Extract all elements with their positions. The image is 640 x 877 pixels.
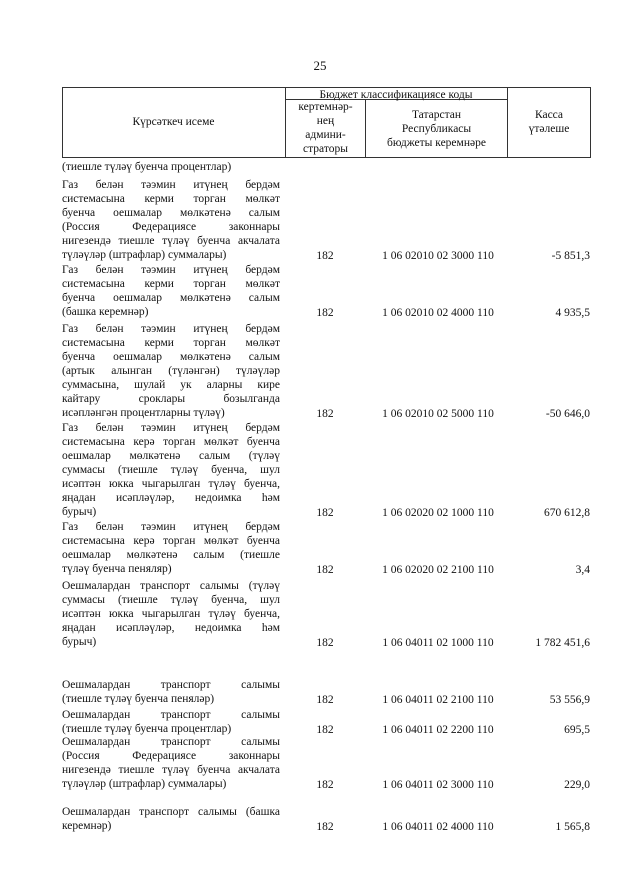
row-amount: 1 565,8 bbox=[555, 821, 590, 833]
indicator-line: системасына керә торган мөлкәт буенча bbox=[62, 535, 280, 547]
row-admin: 182 bbox=[316, 724, 334, 736]
indicator-line: Оешмалардан транспорт салымы (түләү bbox=[62, 580, 280, 592]
indicator-line: нигезендә тиешле түләү буенча акчалата bbox=[62, 764, 280, 776]
row-code: 1 06 02010 02 4000 110 bbox=[382, 307, 494, 319]
row-admin: 182 bbox=[316, 507, 334, 519]
header-admin: кертемнәр- нең админи- страторы bbox=[298, 101, 353, 155]
row-indicator-name bbox=[62, 805, 280, 833]
row-amount: -5 851,3 bbox=[551, 250, 590, 262]
indicator-line: системасына керми торган мөлкәт bbox=[62, 278, 280, 290]
row-code: 1 06 02020 02 2100 110 bbox=[382, 564, 494, 576]
indicator-line: буенча оешмалар мөлкәтенә салым bbox=[62, 351, 280, 363]
header-right-border bbox=[590, 87, 591, 158]
row-code: 1 06 02020 02 1000 110 bbox=[382, 507, 494, 519]
row-indicator-name bbox=[62, 735, 280, 791]
header-bottom-border bbox=[62, 157, 590, 158]
row-admin: 182 bbox=[316, 779, 334, 791]
indicator-line: суммасына, шулай ук аларны кире bbox=[62, 379, 280, 391]
indicator-line: бурыч) bbox=[62, 636, 97, 648]
indicator-line: системасына керми торган мөлкәт bbox=[62, 193, 280, 205]
row-amount: 53 556,9 bbox=[549, 694, 590, 706]
row-admin: 182 bbox=[316, 250, 334, 262]
row-code: 1 06 02010 02 3000 110 bbox=[382, 250, 494, 262]
indicator-line: буенча оешмалар мөлкәтенә салым bbox=[62, 292, 280, 304]
row-indicator-name bbox=[62, 678, 280, 706]
row-code: 1 06 04011 02 1000 110 bbox=[382, 637, 494, 649]
indicator-line: исәптән юкка чыгарылган түләү буенча, bbox=[62, 478, 280, 490]
row-indicator-name bbox=[62, 708, 280, 736]
indicator-line: түләүләр (штрафлар) суммалары) bbox=[62, 778, 227, 790]
indicator-line: суммасы (тиешле түләү буенча, шул bbox=[62, 594, 280, 606]
indicator-line: түләүләр (штрафлар) суммалары) bbox=[62, 249, 227, 261]
header-budget-income: Татарстан Республикасы бюджеты керемнәре bbox=[387, 109, 486, 149]
indicator-line: суммасы (тиешле түләү буенча, шул bbox=[62, 464, 280, 476]
indicator-line: Газ белән тәэмин итүнең бердәм bbox=[62, 521, 280, 533]
row-indicator-name bbox=[62, 421, 280, 519]
indicator-line: (башка керемнәр) bbox=[62, 306, 149, 318]
indicator-line: керемнәр) bbox=[62, 820, 112, 832]
row-code: 1 06 04011 02 2100 110 bbox=[382, 694, 494, 706]
indicator-line: Оешмалардан транспорт салымы bbox=[62, 679, 280, 691]
row-code: 1 06 04011 02 2200 110 bbox=[382, 724, 494, 736]
row-code: 1 06 02010 02 5000 110 bbox=[382, 408, 494, 420]
indicator-line: Газ белән тәэмин итүнең бердәм bbox=[62, 179, 280, 191]
row-indicator-name bbox=[62, 178, 280, 262]
indicator-line: нигезендә тиешле түләү буенча акчалата bbox=[62, 235, 280, 247]
row-code: 1 06 04011 02 3000 110 bbox=[382, 779, 494, 791]
row-code: 1 06 04011 02 4000 110 bbox=[382, 821, 494, 833]
indicator-line: исәптән юкка чыгарылган түләү буенча, bbox=[62, 608, 280, 620]
indicator-line: бурыч) bbox=[62, 506, 97, 518]
row-indicator-name bbox=[62, 579, 280, 649]
indicator-line: (Россия Федерациясе законнары bbox=[62, 750, 280, 762]
indicator-line: яңадан исәпләүләр, недоимка һәм bbox=[62, 492, 280, 504]
row-admin: 182 bbox=[316, 637, 334, 649]
indicator-line: системасына керми торган мөлкәт bbox=[62, 337, 280, 349]
indicator-line: (артык алынган (түләнгән) түләүләр bbox=[62, 365, 280, 377]
indicator-line: оешмалар мөлкәтенә салым (түләү bbox=[62, 450, 280, 462]
row-indicator-name bbox=[62, 520, 280, 576]
indicator-line: (тиешле түләү буенча процентлар) bbox=[62, 723, 232, 735]
indicator-line: исәпләнгән процентларны түләү) bbox=[62, 407, 225, 419]
table-header bbox=[0, 0, 640, 160]
row-amount: -50 646,0 bbox=[545, 408, 590, 420]
row-admin: 182 bbox=[316, 821, 334, 833]
header-classification: Бюджет классификациясе коды bbox=[319, 89, 473, 101]
row-indicator-name bbox=[62, 263, 280, 319]
indicator-line: Оешмалардан транспорт салымы (башка bbox=[62, 806, 280, 818]
indicator-line: системасына керә торган мөлкәт буенча bbox=[62, 436, 280, 448]
row-amount: 229,0 bbox=[564, 779, 590, 791]
header-indicator: Күрсәткеч исеме bbox=[132, 116, 215, 128]
row-indicator-name bbox=[62, 160, 280, 174]
indicator-line: Газ белән тәэмин итүнең бердәм bbox=[62, 422, 280, 434]
header-cash: Касса үтәлеше bbox=[528, 109, 570, 135]
row-amount: 695,5 bbox=[564, 724, 590, 736]
row-amount: 3,4 bbox=[575, 564, 590, 576]
indicator-line: (тиешле түләү буенча процентлар) bbox=[62, 161, 232, 173]
indicator-line: Оешмалардан транспорт салымы bbox=[62, 736, 280, 748]
row-amount: 670 612,8 bbox=[544, 507, 590, 519]
row-indicator-name bbox=[62, 322, 280, 420]
indicator-line: оешмалар мөлкәтенә салым (тиешле bbox=[62, 549, 280, 561]
row-amount: 1 782 451,6 bbox=[535, 637, 590, 649]
indicator-line: Газ белән тәэмин итүнең бердәм bbox=[62, 264, 280, 276]
row-admin: 182 bbox=[316, 408, 334, 420]
indicator-line: буенча оешмалар мөлкәтенә салым bbox=[62, 207, 280, 219]
row-admin: 182 bbox=[316, 564, 334, 576]
indicator-line: түләү буенча пеняляр) bbox=[62, 563, 172, 575]
row-admin: 182 bbox=[316, 307, 334, 319]
row-admin: 182 bbox=[316, 694, 334, 706]
indicator-line: Оешмалардан транспорт салымы bbox=[62, 709, 280, 721]
indicator-line: (тиешле түләү буенча пеняләр) bbox=[62, 693, 215, 705]
row-amount: 4 935,5 bbox=[555, 307, 590, 319]
indicator-line: яңадан исәпләүләр, недоимка һәм bbox=[62, 622, 280, 634]
page-number: 25 bbox=[313, 58, 327, 73]
indicator-line: (Россия Федерациясе законнары bbox=[62, 221, 280, 233]
indicator-line: Газ белән тәэмин итүнең бердәм bbox=[62, 323, 280, 335]
indicator-line: кайтару сроклары бозылганда bbox=[62, 393, 280, 405]
